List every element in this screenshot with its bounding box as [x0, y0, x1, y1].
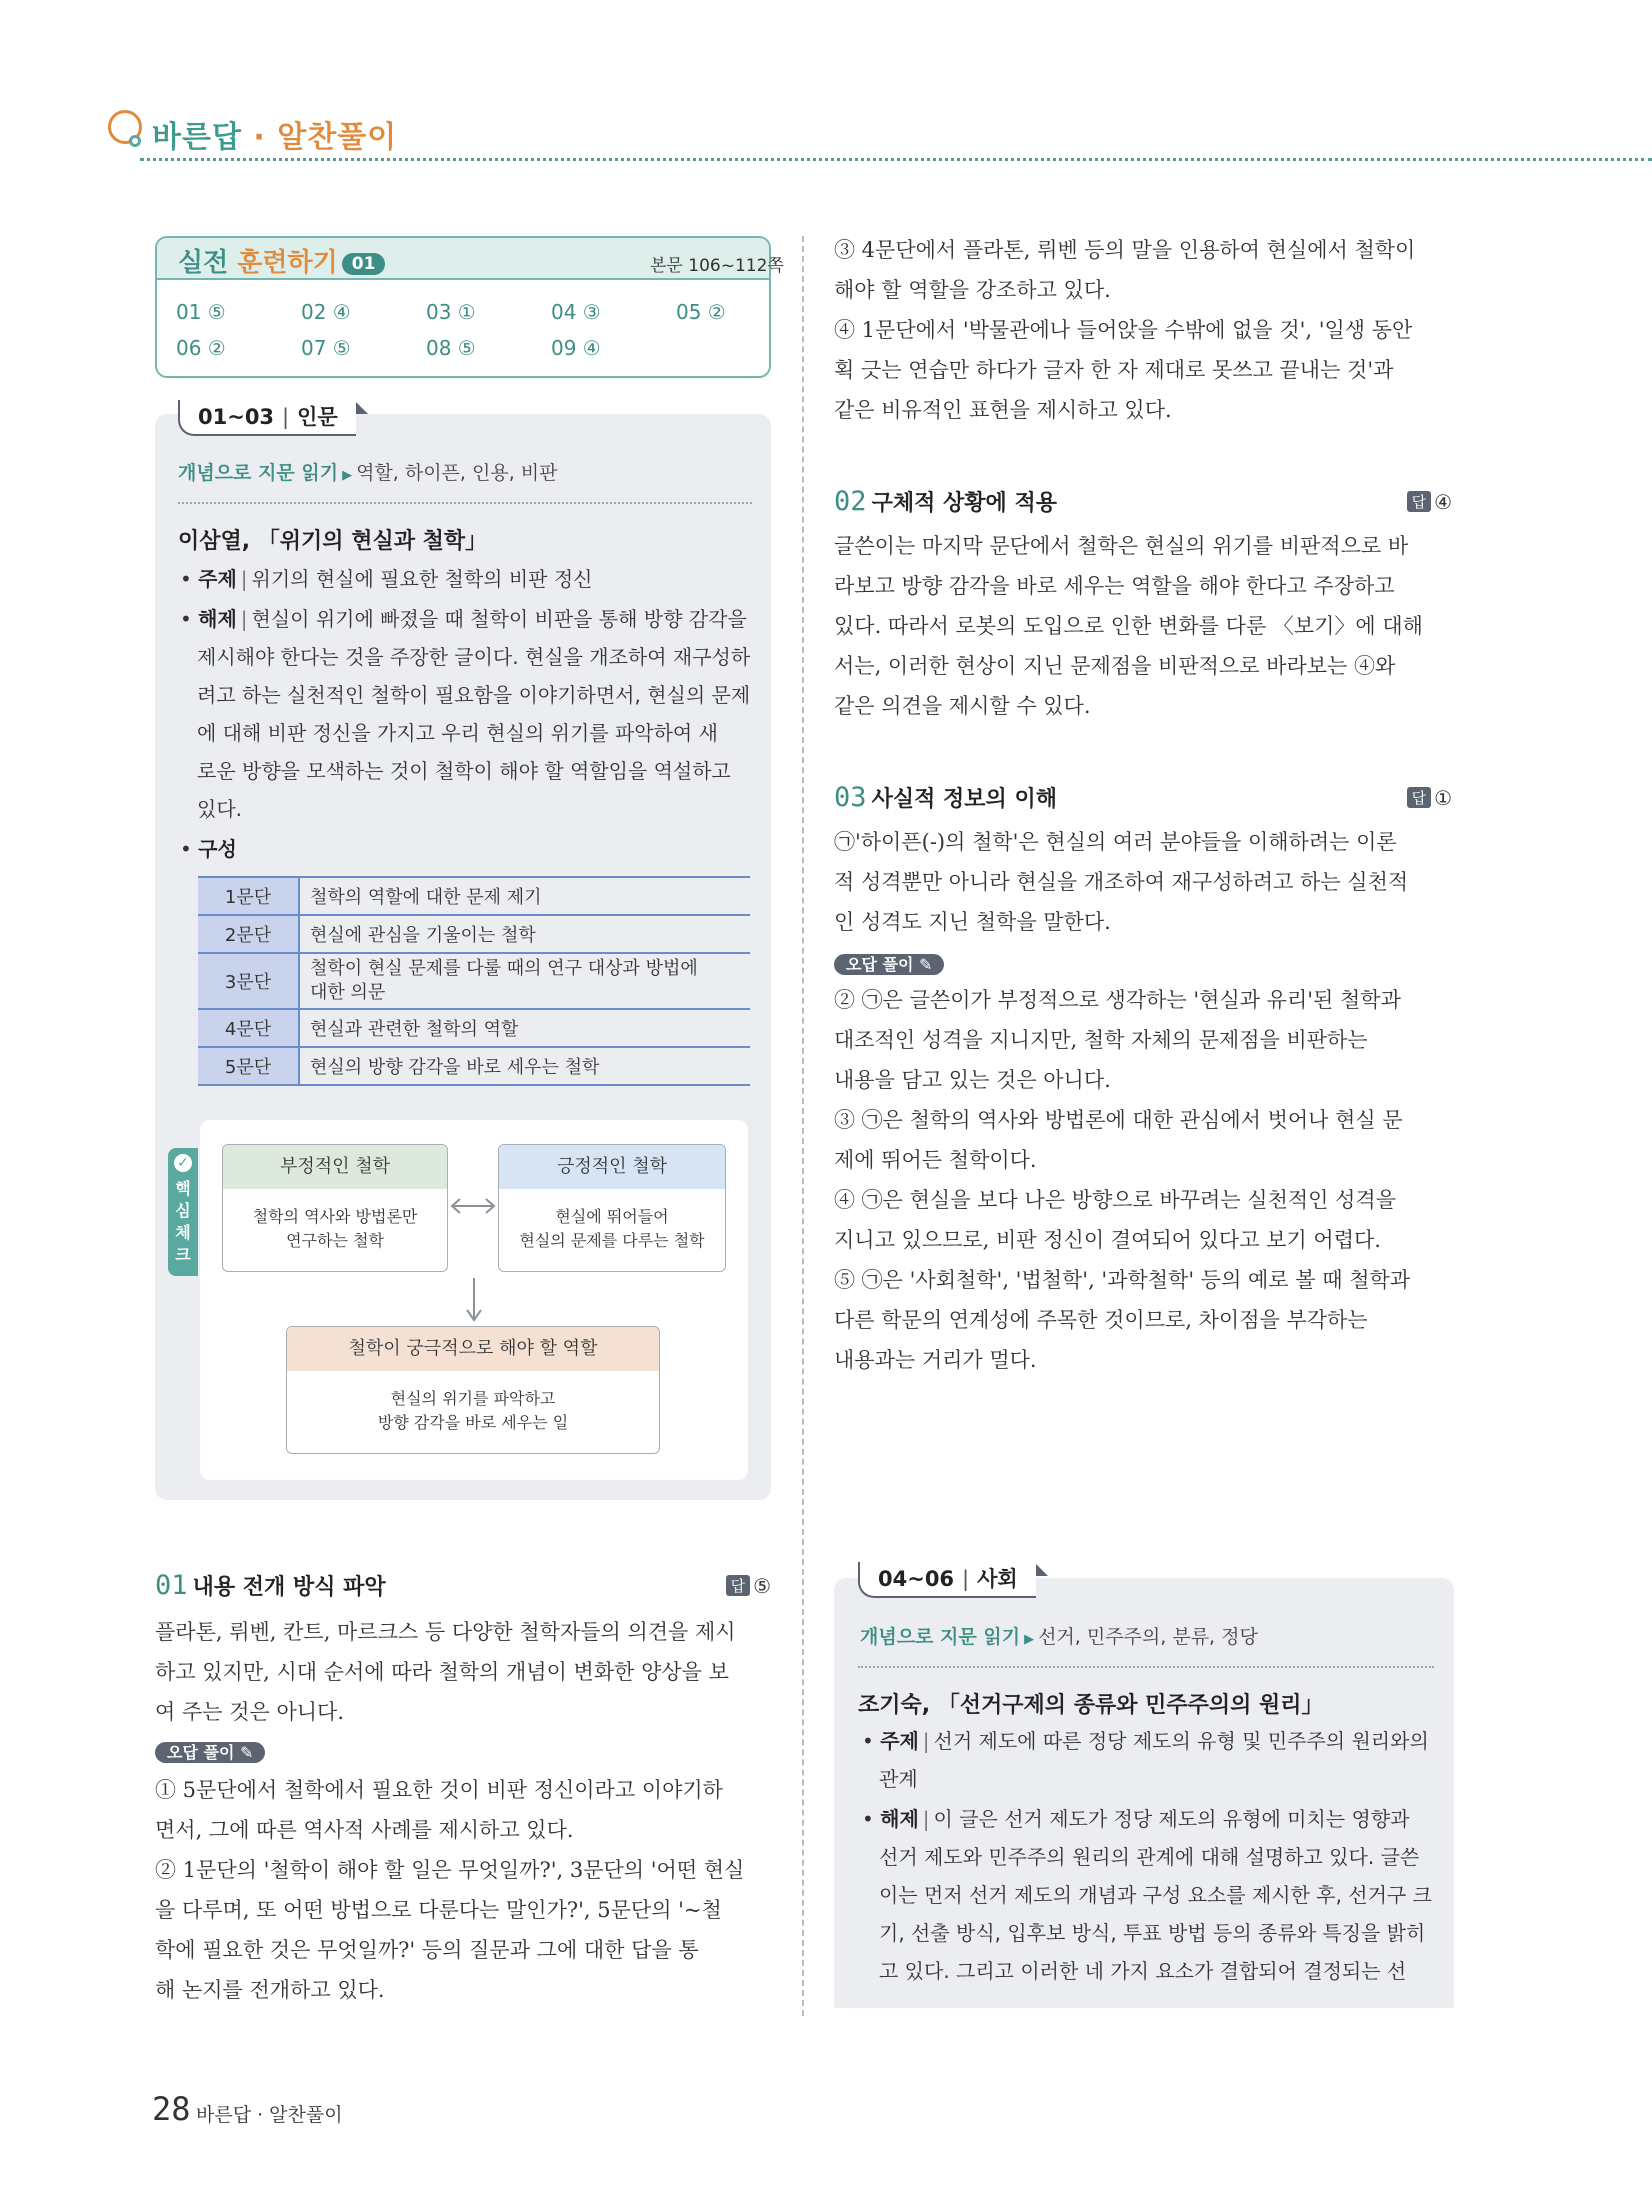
list-item: ③ 4문단에서 플라톤, 뤼벤 등의 말을 인용하여 현실에서 철학이 해야 할 역할을 강조하고 있다. [834, 238, 1416, 302]
summary-block: • 해제 | 현실이 위기에 빠졌을 때 철학이 비판을 통해 방향 감각을 제시해야 한다는 것을 주장한 글이다. 현실을 개조하여 재구성하 려고 하는 실천적인 철학이 필요함을 이야기하면서, 현실의 문제 에 대해 비판 정신을 가지고 우리 현실의 위기를 파악하여 새 로운 방향을 모색하는 것이 철학이 해야 할 역할임을 역설하고 있다. [180, 607, 751, 821]
question-01-items [155, 1770, 775, 2010]
structure-table [198, 876, 750, 1086]
list-item: ④ ㉠은 현실을 보다 나은 방향으로 바꾸려는 실천적인 성격을 지니고 있으므로, 비판 정신이 결여되어 있다고 보기 어렵다. [834, 1188, 1396, 1252]
list-item: ② 1문단의 '철학이 해야 할 일은 무엇일까?', 3문단의 '어떤 현실 을 다루며, 또 어떤 방법으로 다룬다는 말인가?', 5문단의 '~철 학에 필요한 것은 무엇일까?' 등의 질문과 그에 대한 답을 통 해 논지를 전개하고 있다. [155, 1858, 745, 2002]
theme-block: • 주제 | 선거 제도에 따른 정당 제도의 유형 및 민주주의 원리와의 관계 [862, 1729, 1429, 1791]
ultimate-role-box: 철학이 궁극적으로 해야 할 역할 현실의 위기를 파악하고 방향 감각을 바로 세우는 일 [286, 1326, 660, 1454]
dashed-divider [178, 502, 752, 504]
answer-item: 05 ② [676, 300, 726, 324]
question-01-header: 01 내용 전개 방식 파악 답 ⑤ [155, 1570, 771, 1601]
list-item: ⑤ ㉠은 '사회철학', '법철학', '과학철학' 등의 예로 볼 때 철학과 다른 학문의 연계성에 주목한 것이므로, 차이점을 부각하는 내용과는 거리가 멀다. [834, 1268, 1411, 1372]
question-01-items-continued [834, 230, 1454, 430]
page-header-title: 바른답 · 알찬풀이 [152, 120, 398, 155]
question-02-header: 02 구체적 상황에 적용 답 ④ [834, 486, 1452, 517]
tab-arrow-icon [1036, 1564, 1048, 1576]
concept-reading: 개념으로 지문 읽기 ▶ 선거, 민주주의, 분류, 정당 [860, 1626, 1258, 1648]
table-row: 5문단 현실의 방향 감각을 바로 세우는 철학 [198, 1047, 750, 1085]
question-03-header: 03 사실적 정보의 이해 답 ① [834, 782, 1452, 813]
question-01-body: 플라톤, 뤼벤, 칸트, 마르크스 등 다양한 철학자들의 의견을 제시 하고 있지만, 시대 순서에 따라 철학의 개념이 변화한 양상을 보 여 주는 것은 아니다. [155, 1620, 736, 1724]
dashed-divider [858, 1666, 1434, 1668]
answer-item: 09 ④ [551, 336, 601, 360]
structure-label: • 구성 [180, 837, 237, 861]
section-tab-society: 04~06 | 사회 [858, 1562, 1036, 1598]
concept-reading: 개념으로 지문 읽기 ▶ 역할, 하이픈, 인용, 비판 [178, 462, 558, 484]
answer-item: 04 ③ [551, 300, 601, 324]
question-03-items [834, 980, 1454, 1380]
theme-line: • 주제 | 위기의 현실에 필요한 철학의 비판 정신 [180, 567, 593, 591]
answer-item: 03 ① [426, 300, 476, 324]
work-title: 조기숙, 「선거구제의 종류와 민주주의의 원리」 [858, 1693, 1324, 1718]
answer-item: 01 ⑤ [176, 300, 226, 324]
answer-item: 07 ⑤ [301, 336, 351, 360]
tab-arrow-icon [356, 402, 368, 414]
answer-box-page-ref: 본문 106~112쪽 [650, 256, 784, 276]
table-row: 3문단 철학이 현실 문제를 다룰 때의 연구 대상과 방법에 대한 의문 [198, 953, 750, 1009]
positive-philosophy-box: 긍정적인 철학 현실에 뛰어들어 현실의 문제를 다루는 철학 [498, 1144, 726, 1272]
answer-item: 08 ⑤ [426, 336, 476, 360]
answer-grid [176, 300, 736, 360]
core-check-label: 핵심체크 [168, 1148, 198, 1276]
table-row: 2문단 현실에 관심을 기울이는 철학 [198, 915, 750, 953]
list-item: ① 5문단에서 철학에서 필요한 것이 비판 정신이라고 이야기하 면서, 그에 따른 역사적 사례를 제시하고 있다. [155, 1778, 723, 1842]
answer-item: 02 ④ [301, 300, 351, 324]
negative-philosophy-box: 부정적인 철학 철학의 역사와 방법론만 연구하는 철학 [222, 1144, 448, 1272]
list-item: ④ 1문단에서 '박물관에나 들어앉을 수밖에 없을 것', '일생 동안 획 긋는 연습만 하다가 글자 한 자 제대로 못쓰고 끝내는 것'과 같은 비유적인 표현을 제시하고 있다. [834, 318, 1413, 422]
answer-box-title: 실전 훈련하기 01 [178, 242, 385, 279]
list-item: ③ ㉠은 철학의 역사와 방법론에 대한 관심에서 벗어나 현실 문 제에 뛰어든 철학이다. [834, 1108, 1403, 1172]
column-divider [802, 236, 804, 2016]
double-arrow-icon [448, 1194, 498, 1218]
wrong-answer-badge: 오답 풀이 ✎ [834, 952, 944, 975]
answer-item: 06 ② [176, 336, 226, 360]
table-row: 1문단 철학의 역할에 대한 문제 제기 [198, 877, 750, 915]
footer-title: 바른답 · 알찬풀이 [196, 2104, 343, 2126]
question-02-body: 글쓴이는 마지막 문단에서 철학은 현실의 위기를 비판적으로 바 라보고 방향 감각을 바로 세우는 역할을 해야 한다고 주장하고 있다. 따라서 로봇의 도입으로 인한 변화를 다룬 〈보기〉에 대해 서는, 이러한 현상이 지닌 문제점을 비판적으로 바라보는 ④와 같은 의견을 제시할 수 있다. [834, 534, 1423, 718]
table-row: 4문단 현실과 관련한 철학의 역할 [198, 1009, 750, 1047]
summary-block: • 해제 | 이 글은 선거 제도가 정당 제도의 유형에 미치는 영향과 선거 제도와 민주주의 원리의 관계에 대해 설명하고 있다. 글쓴 이는 먼저 선거 제도의 개념과 구성 요소를 제시한 후, 선거구 크 기, 선출 방식, 입후보 방식, 투표 방법 등의 종류와 특징을 밝히 고 있다. 그리고 이러한 네 가지 요소가 결합되어 결정되는 선 [862, 1807, 1432, 1983]
section-tab-humanities: 01~03 | 인문 [178, 400, 356, 436]
check-icon: ✓ [174, 1154, 192, 1172]
down-arrow-icon [462, 1276, 486, 1324]
header-divider [140, 158, 1652, 161]
wrong-answer-badge: 오답 풀이 ✎ [155, 1740, 265, 1763]
lightbulb-icon [108, 110, 142, 144]
list-item: ② ㉠은 글쓴이가 부정적으로 생각하는 '현실과 유리'된 철학과 대조적인 성격을 지니지만, 철학 자체의 문제점을 비판하는 내용을 담고 있는 것은 아니다. [834, 988, 1401, 1092]
page-number: 28 [152, 2090, 191, 2128]
question-03-body: ㉠'하이픈(-)의 철학'은 현실의 여러 분야들을 이해하려는 이론 적 성격뿐만 아니라 현실을 개조하여 재구성하려고 하는 실천적 인 성격도 지닌 철학을 말한다. [834, 830, 1409, 934]
work-title: 이삼열, 「위기의 현실과 철학」 [178, 529, 488, 554]
